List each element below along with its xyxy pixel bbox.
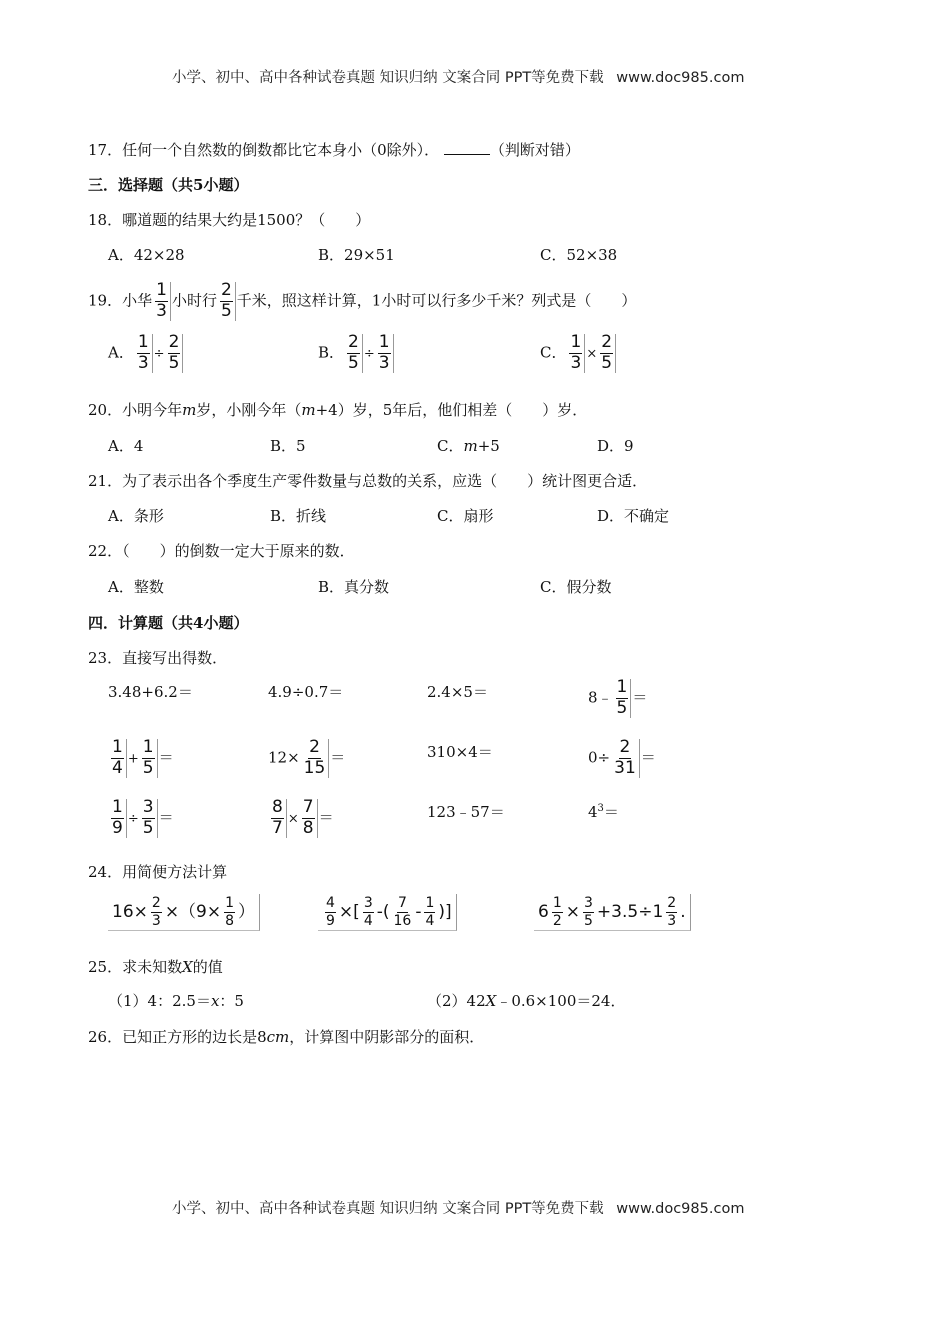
q19-option-a[interactable]: A． $\frac{1}{3}$ ÷ $\frac{2}{5}$ [108,334,184,373]
q22-option-c[interactable]: C．假分数 [540,578,612,596]
q18-option-c[interactable]: C．52×38 [540,246,618,264]
calc-item: $\frac{8}{7}$ × $\frac{7}{8}$ ＝ [268,799,334,838]
question-20: 20．小明今年m岁，小刚今年（m+4）岁，5年后，他们相差（ ）岁． [88,401,588,419]
footer-text: 小学、初中、高中各种试卷真题 知识归纳 文案合同 PPT等免费下载 [172,1201,604,1217]
header-site[interactable]: www.doc985.com [616,70,745,86]
q20-option-a[interactable]: A．4 [108,437,144,455]
calc-item: 8﹣ $\frac{1}{5}$ ＝ [588,677,648,718]
expression-1: 16× $\frac{2}{3}$ ×（9× $\frac{1}{8}$ ） [108,894,260,931]
q25-part-1: （1）4：2.5＝x：5 [108,992,244,1010]
question-18: 18．哪道题的结果大约是1500？（ ） [88,211,371,229]
calc-item: $4^3=$ [588,803,619,821]
calc-item: $\frac{1}{9}$ ÷ $\frac{3}{5}$ ＝ [108,799,174,838]
question-22: 22．（ ）的倒数一定大于原来的数． [88,542,355,560]
calc-item: 310×4＝ [427,743,493,761]
question-21: 21．为了表示出各个季度生产零件数量与总数的关系，应选（ ）统计图更合适． [88,472,648,490]
page-header [172,66,744,87]
q20-option-b[interactable]: B．5 [270,437,306,455]
question-26: 26．已知正方形的边长是8cm，计算图中阴影部分的面积． [88,1028,485,1046]
q18-option-a[interactable]: A．42×28 [108,246,185,264]
section-3-title: 三．选择题（共5小题） [88,176,249,194]
expression-3: 6 $\frac{1}{2}$ × $\frac{3}{5}$ +3.5÷1 $\frac{2}{3}$ . [534,894,691,931]
calc-item: 0÷ $\frac{2}{31}$ ＝ [588,737,656,778]
calc-item: 3.48+6.2＝ [108,683,193,701]
q22-option-a[interactable]: A．整数 [108,578,164,596]
calc-item: 123﹣57＝ [427,803,505,821]
header-text: 小学、初中、高中各种试卷真题 知识归纳 文案合同 PPT等免费下载 [172,70,604,86]
page-footer [172,1197,744,1218]
q19-option-c[interactable]: C． $\frac{1}{3}$ × $\frac{2}{5}$ [540,334,617,373]
calc-item: $\frac{1}{4}$ + $\frac{1}{5}$ ＝ [108,739,174,778]
question-24: 24．用简便方法计算 [88,863,228,881]
q21-option-b[interactable]: B．折线 [270,507,327,525]
footer-site[interactable]: www.doc985.com [616,1201,745,1217]
q21-option-c[interactable]: C．扇形 [437,507,494,525]
calc-item: 2.4×5＝ [427,683,488,701]
question-25: 25．求未知数X的值 [88,958,223,976]
section-4-title: 四．计算题（共4小题） [88,614,249,632]
answer-blank[interactable] [444,142,490,155]
fraction: $\frac{1}{3}$ [153,282,171,321]
q19-option-b[interactable]: B． $\frac{2}{5}$ ÷ $\frac{1}{3}$ [318,334,395,373]
question-23: 23．直接写出得数． [88,649,228,667]
q20-option-d[interactable]: D．9 [597,437,634,455]
q22-option-b[interactable]: B．真分数 [318,578,390,596]
expression-2: $\frac{4}{9}$ ×[ $\frac{3}{4}$ -( $\frac{7}{16}$ - $\frac{1}{4}$ )] [318,894,457,931]
q20-option-c[interactable]: C．m+5 [437,437,500,455]
q21-option-d[interactable]: D．不确定 [597,507,670,525]
q18-option-b[interactable]: B．29×51 [318,246,395,264]
calc-item: 12× $\frac{2}{15}$ ＝ [268,737,346,778]
q25-part-2: （2）42X﹣0.6×100＝24． [427,992,626,1010]
q21-option-a[interactable]: A．条形 [108,507,164,525]
calc-item: 4.9÷0.7＝ [268,683,344,701]
question-19: 19．小华 $\frac{1}{3}$ 小时行 $\frac{2}{5}$ 千米，照这样计算，1小时可以行多少千米？列式是（ ） [88,280,637,321]
fraction: $\frac{2}{5}$ [218,282,236,321]
question-17: 17．任何一个自然数的倒数都比它本身小（0除外）． （判断对错） [88,141,580,159]
